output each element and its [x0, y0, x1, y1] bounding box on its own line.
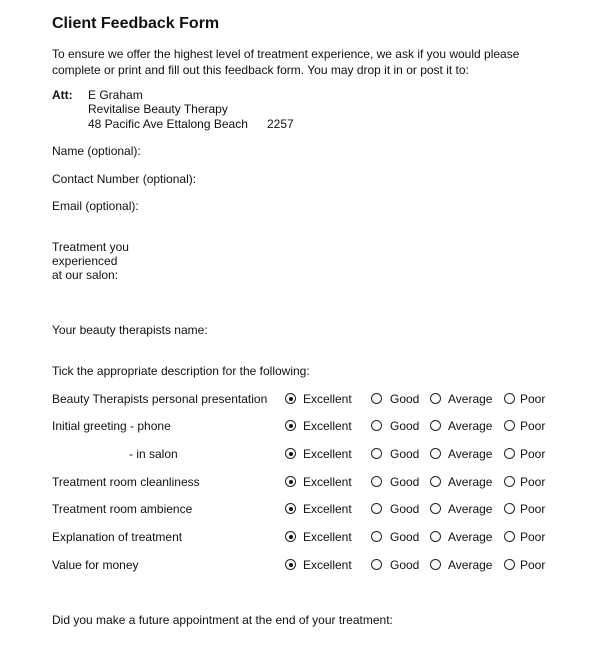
rating-option-label: Excellent	[303, 447, 352, 461]
rating-radio-good[interactable]	[371, 448, 382, 459]
treatment-label-line2: experienced	[52, 254, 118, 268]
rating-radio-average[interactable]	[430, 559, 441, 570]
rating-radio-excellent[interactable]	[285, 503, 296, 514]
rating-option-label: Good	[390, 475, 420, 489]
address-street: 48 Pacific Ave Ettalong Beach	[88, 117, 248, 131]
rating-option-label: Poor	[520, 530, 546, 544]
rating-row-label: Explanation of treatment	[52, 530, 183, 544]
rating-option-label: Poor	[520, 447, 546, 461]
rating-radio-poor[interactable]	[504, 448, 515, 459]
form-title: Client Feedback Form	[52, 15, 220, 32]
treatment-label-line3: at our salon:	[52, 268, 119, 282]
rating-radio-poor[interactable]	[504, 503, 515, 514]
rating-radio-poor[interactable]	[504, 476, 515, 487]
rating-option-label: Good	[390, 419, 420, 433]
rating-option-label: Good	[390, 392, 420, 406]
rating-instructions: Tick the appropriate description for the following:	[52, 364, 310, 378]
rating-option-label: Average	[448, 392, 493, 406]
intro-text: To ensure we offer the highest level of treatment experience, we ask if you would please complete or print and fill out this feedback form. You may drop it in or post it to:	[52, 47, 520, 77]
rating-option-label: Poor	[520, 502, 546, 516]
email-field-label: Email (optional):	[52, 199, 139, 213]
rating-option-label: Good	[390, 530, 420, 544]
rating-radio-good[interactable]	[371, 503, 382, 514]
address-postcode: 2257	[267, 117, 294, 131]
rating-option-label: Average	[448, 475, 493, 489]
rating-radio-good[interactable]	[371, 531, 382, 542]
rating-radio-good[interactable]	[371, 559, 382, 570]
rating-option-label: Good	[390, 502, 420, 516]
contact-field-label: Contact Number (optional):	[52, 172, 197, 186]
rating-radio-excellent[interactable]	[285, 393, 296, 404]
rating-option-label: Poor	[520, 475, 546, 489]
rating-radio-average[interactable]	[430, 420, 441, 431]
name-field-label: Name (optional):	[52, 144, 141, 158]
rating-option-label: Average	[448, 502, 493, 516]
rating-radio-average[interactable]	[430, 448, 441, 459]
rating-row-label: - in salon	[129, 447, 178, 461]
rating-option-label: Excellent	[303, 392, 352, 406]
address-name: E Graham	[88, 88, 143, 102]
rating-radio-excellent[interactable]	[285, 420, 296, 431]
rating-radio-excellent[interactable]	[285, 476, 296, 487]
address-business: Revitalise Beauty Therapy	[88, 102, 228, 116]
rating-option-label: Good	[390, 447, 420, 461]
rating-radio-good[interactable]	[371, 476, 382, 487]
rating-radio-poor[interactable]	[504, 559, 515, 570]
rating-option-label: Excellent	[303, 530, 352, 544]
rating-radio-average[interactable]	[430, 531, 441, 542]
rating-radio-average[interactable]	[430, 393, 441, 404]
rating-radio-average[interactable]	[430, 503, 441, 514]
rating-radio-excellent[interactable]	[285, 559, 296, 570]
rating-option-label: Average	[448, 558, 493, 572]
rating-option-label: Poor	[520, 558, 546, 572]
rating-radio-poor[interactable]	[504, 531, 515, 542]
therapist-field-label: Your beauty therapists name:	[52, 323, 208, 337]
rating-option-label: Poor	[520, 419, 546, 433]
att-label: Att:	[52, 88, 73, 102]
rating-option-label: Average	[448, 447, 493, 461]
rating-option-label: Average	[448, 530, 493, 544]
future-appointment-question: Did you make a future appointment at the end of your treatment:	[52, 613, 393, 627]
rating-radio-good[interactable]	[371, 393, 382, 404]
rating-row-label: Beauty Therapists personal presentation	[52, 392, 268, 406]
rating-radio-excellent[interactable]	[285, 531, 296, 542]
rating-option-label: Poor	[520, 392, 546, 406]
rating-row-label: Value for money	[52, 558, 139, 572]
rating-radio-excellent[interactable]	[285, 448, 296, 459]
rating-radio-good[interactable]	[371, 420, 382, 431]
rating-option-label: Excellent	[303, 419, 352, 433]
rating-option-label: Excellent	[303, 558, 352, 572]
rating-option-label: Excellent	[303, 502, 352, 516]
rating-option-label: Good	[390, 558, 420, 572]
rating-radio-average[interactable]	[430, 476, 441, 487]
rating-row-label: Initial greeting - phone	[52, 419, 171, 433]
rating-option-label: Excellent	[303, 475, 352, 489]
rating-option-label: Average	[448, 419, 493, 433]
rating-row-label: Treatment room cleanliness	[52, 475, 200, 489]
rating-row-label: Treatment room ambience	[52, 502, 193, 516]
treatment-label-line1: Treatment you	[52, 240, 129, 254]
rating-radio-poor[interactable]	[504, 420, 515, 431]
rating-radio-poor[interactable]	[504, 393, 515, 404]
